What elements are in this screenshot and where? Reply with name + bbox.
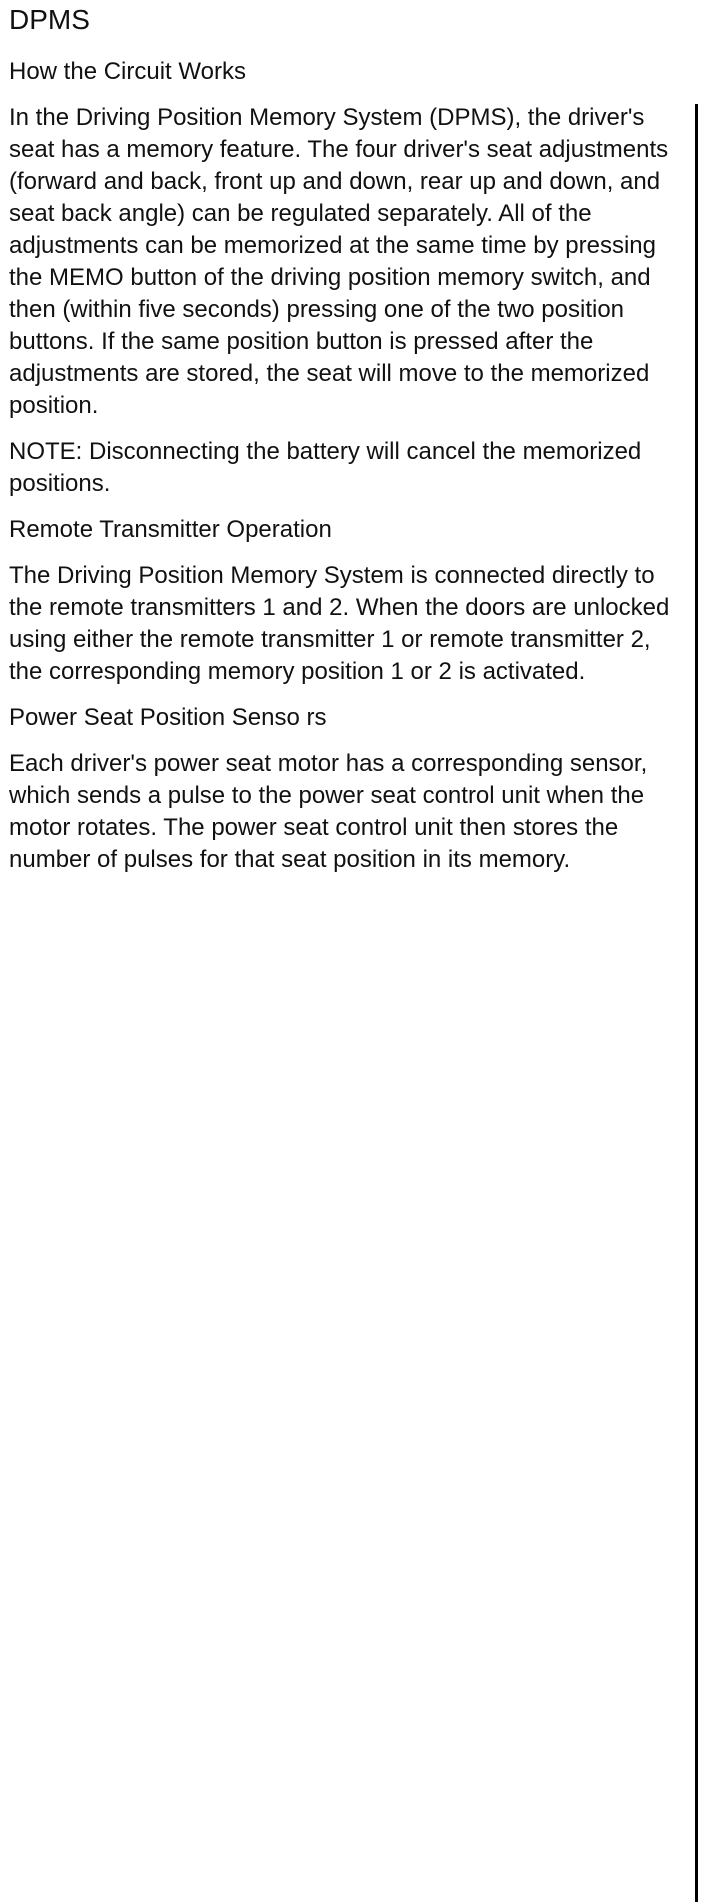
document-body xyxy=(9,56,681,890)
section-heading: How the Circuit Works xyxy=(9,58,246,85)
section-heading: Remote Transmitter Operation xyxy=(9,516,332,543)
right-margin-rule xyxy=(695,104,698,1902)
section-power-seat-sensors xyxy=(9,702,681,876)
section-heading: Power Seat Position Senso rs xyxy=(9,704,327,731)
section-how-circuit-works xyxy=(9,56,681,500)
document-title: DPMS xyxy=(9,4,90,35)
section-paragraph: Each driver's power seat motor has a corresponding sensor, which sends a pulse to the power seat control unit when the motor rotates. The power seat control unit then stores the number of pulses for that seat position in its memory. xyxy=(9,750,648,873)
section-paragraph: The Driving Position Memory System is connected directly to the remote transmitters 1 and 2. When the doors are unlocked using either the remote transmitter 1 or remote transmitter 2, the corresponding memory position 1 or 2 is activated. xyxy=(9,562,670,685)
note-paragraph: NOTE: Disconnecting the battery will cancel the memorized positions. xyxy=(9,438,642,497)
section-paragraph: In the Driving Position Memory System (DPMS), the driver's seat has a memory feature. The four driver's seat adjustments (forward and back, front up and down, rear up and down, and seat back angle) can be regulated separately. All of the adjustments can be memorized at the same time by pressing the MEMO button of the driving position memory switch, and then (within five seconds) pressing one of the two position buttons. If the same position button is pressed after the adjustments are stored, the seat will move to the memorized position. xyxy=(9,104,669,419)
section-remote-transmitter xyxy=(9,514,681,688)
